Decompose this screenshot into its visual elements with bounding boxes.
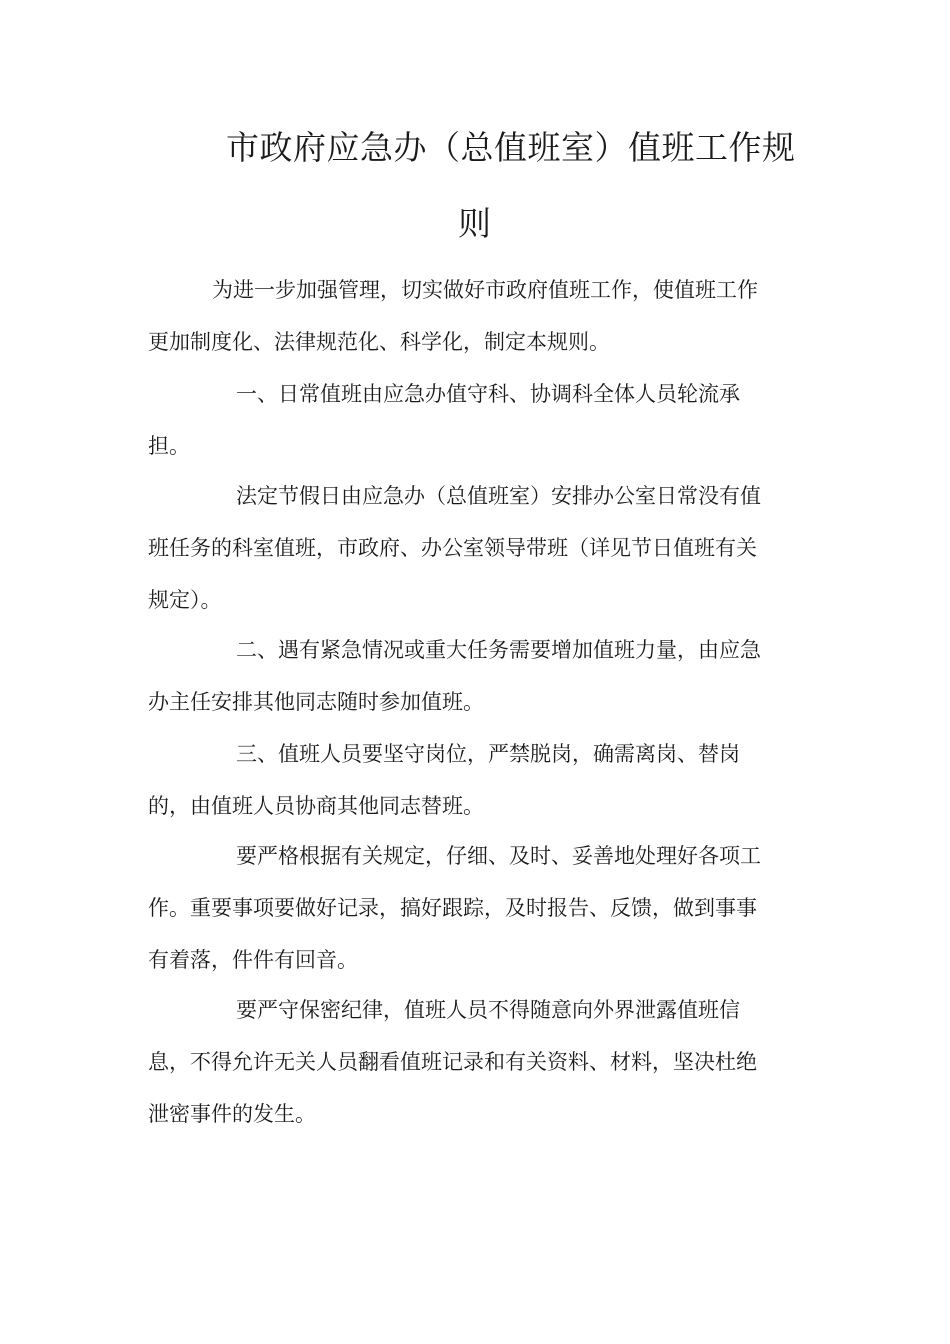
paragraph-line: 担。 (148, 434, 190, 458)
paragraph-line: 更加制度化、法律规范化、科学化，制定本规则。 (148, 330, 610, 354)
paragraph-line: 法定节假日由应急办（总值班室）安排办公室日常没有值 (236, 484, 761, 508)
paragraph-line: 班任务的科室值班，市政府、办公室领导带班（详见节日值班有关 (148, 536, 757, 560)
document-title-line-2: 则 (458, 204, 491, 243)
paragraph-line: 规定）。 (148, 588, 222, 612)
paragraph-line: 要严守保密纪律，值班人员不得随意向外界泄露值班信 (236, 998, 740, 1022)
paragraph-line: 为进一步加强管理，切实做好市政府值班工作，使值班工作 (212, 278, 758, 302)
paragraph-line: 作。重要事项要做好记录，搞好跟踪，及时报告、反馈，做到事事 (148, 896, 757, 920)
paragraph-line: 办主任安排其他同志随时参加值班。 (148, 690, 484, 714)
paragraph-line: 有着落，件件有回音。 (148, 948, 358, 972)
paragraph-line: 要严格根据有关规定，仔细、及时、妥善地处理好各项工 (236, 844, 761, 868)
paragraph-line: 一、日常值班由应急办值守科、协调科全体人员轮流承 (236, 382, 740, 406)
paragraph-line: 息，不得允许无关人员翻看值班记录和有关资料、材料，坚决杜绝 (148, 1050, 757, 1074)
paragraph-line: 的，由值班人员协商其他同志替班。 (148, 794, 484, 818)
paragraph-line: 二、遇有紧急情况或重大任务需要增加值班力量，由应急 (236, 638, 761, 662)
paragraph-line: 泄密事件的发生。 (148, 1102, 316, 1126)
document-title-line-1: 市政府应急办（总值班室）值班工作规 (226, 128, 796, 167)
paragraph-line: 三、值班人员要坚守岗位，严禁脱岗，确需离岗、替岗 (236, 742, 740, 766)
